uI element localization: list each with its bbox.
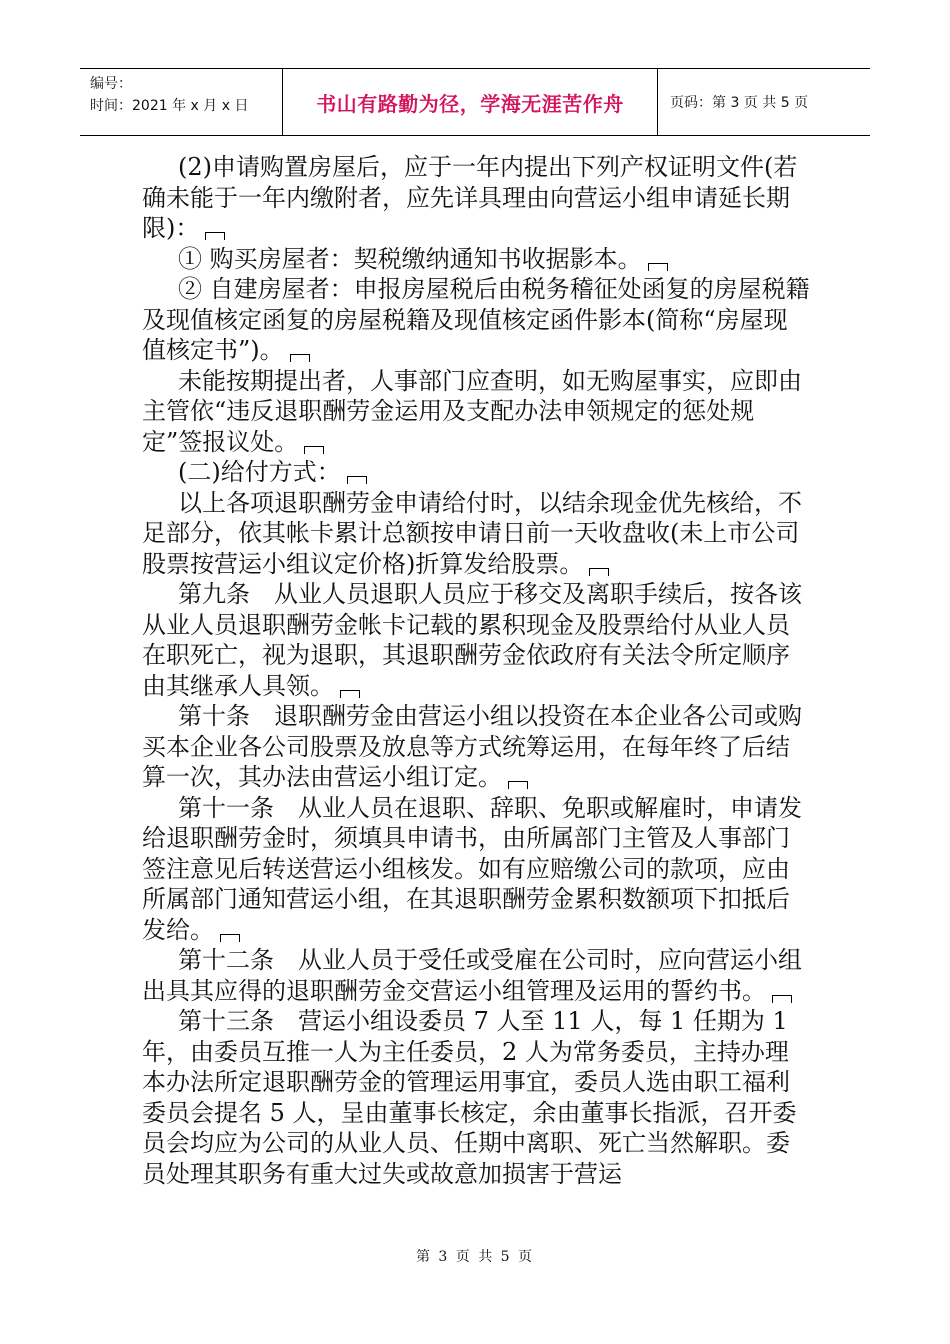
article-12: 第十二条 从业人员于受任或受雇在公司时，应向营运小组出具其应得的退职酬劳金交营运小组管理及运用的誓约书。 [142, 946, 802, 1005]
paragraph-mark-icon [648, 263, 668, 271]
paragraph: 以上各项退职酬劳金申请给付时，以结余现金优先核给，不足部分，依其帐卡累计总额按申请日前一天收盘收(未上市公司股票按营运小组议定价格)折算发给股票。 [142, 488, 802, 578]
paragraph-mark-icon [347, 476, 367, 484]
article-10: 第十条 退职酬劳金由营运小组以投资在本企业各公司或购买本企业各公司股票及放息等方式统筹运用，在每年终了后结算一次，其办法由营运小组订定。 [142, 702, 802, 791]
paragraph: ② 自建房屋者：申报房屋税后由税务稽征处函复的房屋税籍及现值核定函复的房屋税籍及现值核定函件影本(简称“房屋现值核定书”)。 [142, 275, 810, 364]
paragraph-mark-icon [340, 690, 360, 698]
paragraph-mark-icon [290, 354, 310, 362]
paragraph: 未能按期提出者，人事部门应查明，如无购屋事实，应即由主管依“违反退职酬劳金运用及支配办法申领规定的惩处规定”签报议处。 [142, 366, 802, 456]
document-number-label: 编号： [90, 76, 132, 92]
paragraph-mark-icon [589, 568, 609, 576]
article-9: 第九条 从业人员退职人员应于移交及离职手续后，按各该从业人员退职酬劳金帐卡记载的累积现金及股票给付从业人员在职死亡，视为退职，其退职酬劳金依政府有关法令所定顺序由其继承人具领。 [142, 580, 802, 700]
article-11: 第十一条 从业人员在退职、辞职、免职或解雇时，申请发给退职酬劳金时，须填具申请书，由所属部门主管及人事部门签注意见后转送营运小组核发。如有应赔缴公司的款项，应由所属部门通知营运小组，在其退职酬劳金累积数额项下扣抵后发给。 [142, 793, 802, 944]
paragraph-mark-icon [304, 446, 324, 454]
paragraph-mark-icon [772, 995, 792, 1003]
header-motto: 书山有路勤为径，学海无涯苦作舟 [283, 69, 658, 135]
paragraph-mark-icon [220, 934, 240, 942]
paragraph: ① 购买房屋者：契税缴纳通知书收据影本。 [142, 244, 810, 275]
header-meta [80, 69, 283, 135]
article-13: 第十三条 营运小组设委员 7 人至 11 人，每 1 任期为 1 年，由委员互推一人为主任委员，2 人为常务委员，主持办理本办法所定退职酬劳金的管理运用事宜，委员人选由职工福利委员会提名 5 人，呈由董事长核定，余由董事长指派，召开委员会均应为公司的从业人员、任期中离职、死亡当然解职。委员处理其职务有重大过失或故意加损害于营运 [142, 1007, 797, 1188]
paragraph: (二)给付方式： [142, 457, 810, 488]
page-header [80, 68, 870, 136]
document-body [142, 152, 810, 1189]
paragraph-mark-icon [508, 781, 528, 789]
page-footer: 第 3 页 共 5 页 [415, 1249, 535, 1265]
header-page-number: 页码：第 3 页 共 5 页 [670, 95, 809, 111]
document-date-label: 时间：2021 年 x 月 x 日 [90, 98, 249, 114]
paragraph-mark-icon [205, 232, 225, 240]
paragraph: (2)申请购置房屋后，应于一年内提出下列产权证明文件(若确未能于一年内缴附者，应先详具理由向营运小组申请延长期限)： [142, 153, 798, 242]
